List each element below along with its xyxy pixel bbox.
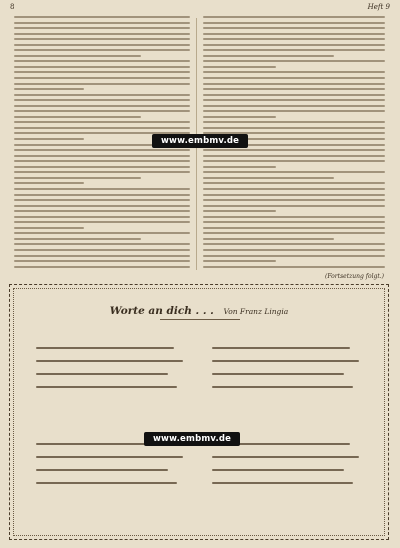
text-line [203, 121, 385, 123]
text-line [203, 199, 385, 201]
poem-stanza [212, 443, 362, 495]
text-line [203, 255, 385, 257]
text-line [14, 155, 190, 157]
text-line [203, 83, 385, 85]
text-line [203, 194, 385, 196]
text-line [14, 166, 190, 168]
text-line [14, 116, 141, 118]
text-line [203, 182, 385, 184]
text-line [14, 44, 190, 46]
text-line [203, 177, 334, 179]
text-line [203, 127, 385, 129]
text-line [203, 160, 385, 162]
poem-line [36, 482, 177, 484]
page-number: 8 [10, 3, 15, 11]
text-line [14, 94, 190, 96]
text-line [203, 155, 385, 157]
text-line [203, 260, 276, 262]
text-line [14, 221, 190, 223]
text-line [14, 138, 84, 140]
text-line [14, 110, 190, 112]
text-line [14, 149, 190, 151]
text-line [14, 66, 190, 68]
text-line [14, 16, 190, 18]
text-line [203, 227, 385, 229]
text-line [203, 60, 385, 62]
poem-stanza [36, 443, 186, 495]
text-line [14, 60, 190, 62]
text-line [203, 33, 385, 35]
text-line [203, 55, 334, 57]
text-line [203, 38, 385, 40]
text-line [14, 182, 84, 184]
watermark-label: www.embmv.de [144, 432, 240, 446]
text-line [203, 16, 385, 18]
text-line [14, 27, 190, 29]
poem-line [36, 347, 174, 349]
text-line [14, 55, 141, 57]
text-line [203, 238, 334, 240]
text-line [203, 166, 276, 168]
text-line [203, 210, 276, 212]
text-line [14, 210, 190, 212]
text-line [14, 88, 84, 90]
text-line [14, 49, 190, 51]
issue-number: Heft 9 [367, 3, 390, 11]
poem-line [212, 386, 353, 388]
text-line [14, 205, 190, 207]
poem-line [36, 360, 183, 362]
text-line [14, 71, 190, 73]
text-line [14, 199, 190, 201]
poem-title-text: Worte an dich . . . [109, 305, 214, 317]
text-line [203, 44, 385, 46]
text-line [14, 243, 190, 245]
continuation-note: (Fortsetzung folgt.) [325, 273, 384, 280]
text-line [14, 160, 190, 162]
text-line [203, 243, 385, 245]
text-line [14, 177, 141, 179]
watermark-label: www.embmv.de [152, 134, 248, 148]
text-line [14, 83, 190, 85]
text-line [14, 171, 190, 173]
text-line [14, 266, 190, 268]
poem-line [212, 347, 350, 349]
poem-line [212, 482, 353, 484]
text-line [14, 260, 190, 262]
text-line [203, 249, 385, 251]
poem-author: Von Franz Lingia [223, 307, 289, 316]
text-line [203, 22, 385, 24]
text-line [203, 266, 385, 268]
text-line [203, 171, 385, 173]
poem-title-rule [160, 319, 240, 320]
text-line [14, 22, 190, 24]
text-line [203, 110, 385, 112]
text-line [14, 232, 190, 234]
poem-box [9, 284, 389, 540]
text-line [203, 188, 385, 190]
text-line [14, 249, 190, 251]
poem-line [212, 469, 344, 471]
text-line [203, 149, 385, 151]
text-line [14, 194, 190, 196]
poem-stanza [212, 347, 362, 399]
text-line [203, 94, 385, 96]
text-line [14, 227, 84, 229]
text-line [203, 205, 385, 207]
text-line [203, 49, 385, 51]
text-line [14, 188, 190, 190]
poem-line [36, 456, 183, 458]
poem-stanza [36, 347, 186, 399]
text-line [203, 71, 385, 73]
text-line [14, 255, 190, 257]
text-line [203, 232, 385, 234]
text-line [203, 27, 385, 29]
text-line [203, 66, 276, 68]
poem-title [10, 305, 388, 317]
poem-line [212, 360, 359, 362]
poem-line [36, 469, 168, 471]
text-line [203, 216, 385, 218]
text-line [14, 105, 190, 107]
poem-line [36, 373, 168, 375]
text-line [14, 238, 141, 240]
text-line [203, 105, 385, 107]
text-line [14, 99, 190, 101]
poem-line [36, 386, 177, 388]
poem-line [212, 456, 359, 458]
poem-line [212, 373, 344, 375]
text-line [203, 88, 385, 90]
text-line [14, 33, 190, 35]
text-line [203, 116, 276, 118]
text-line [203, 99, 385, 101]
text-line [203, 77, 385, 79]
text-line [14, 38, 190, 40]
text-line [14, 216, 190, 218]
text-line [14, 127, 190, 129]
text-line [14, 77, 190, 79]
text-line [14, 121, 190, 123]
text-line [203, 221, 385, 223]
